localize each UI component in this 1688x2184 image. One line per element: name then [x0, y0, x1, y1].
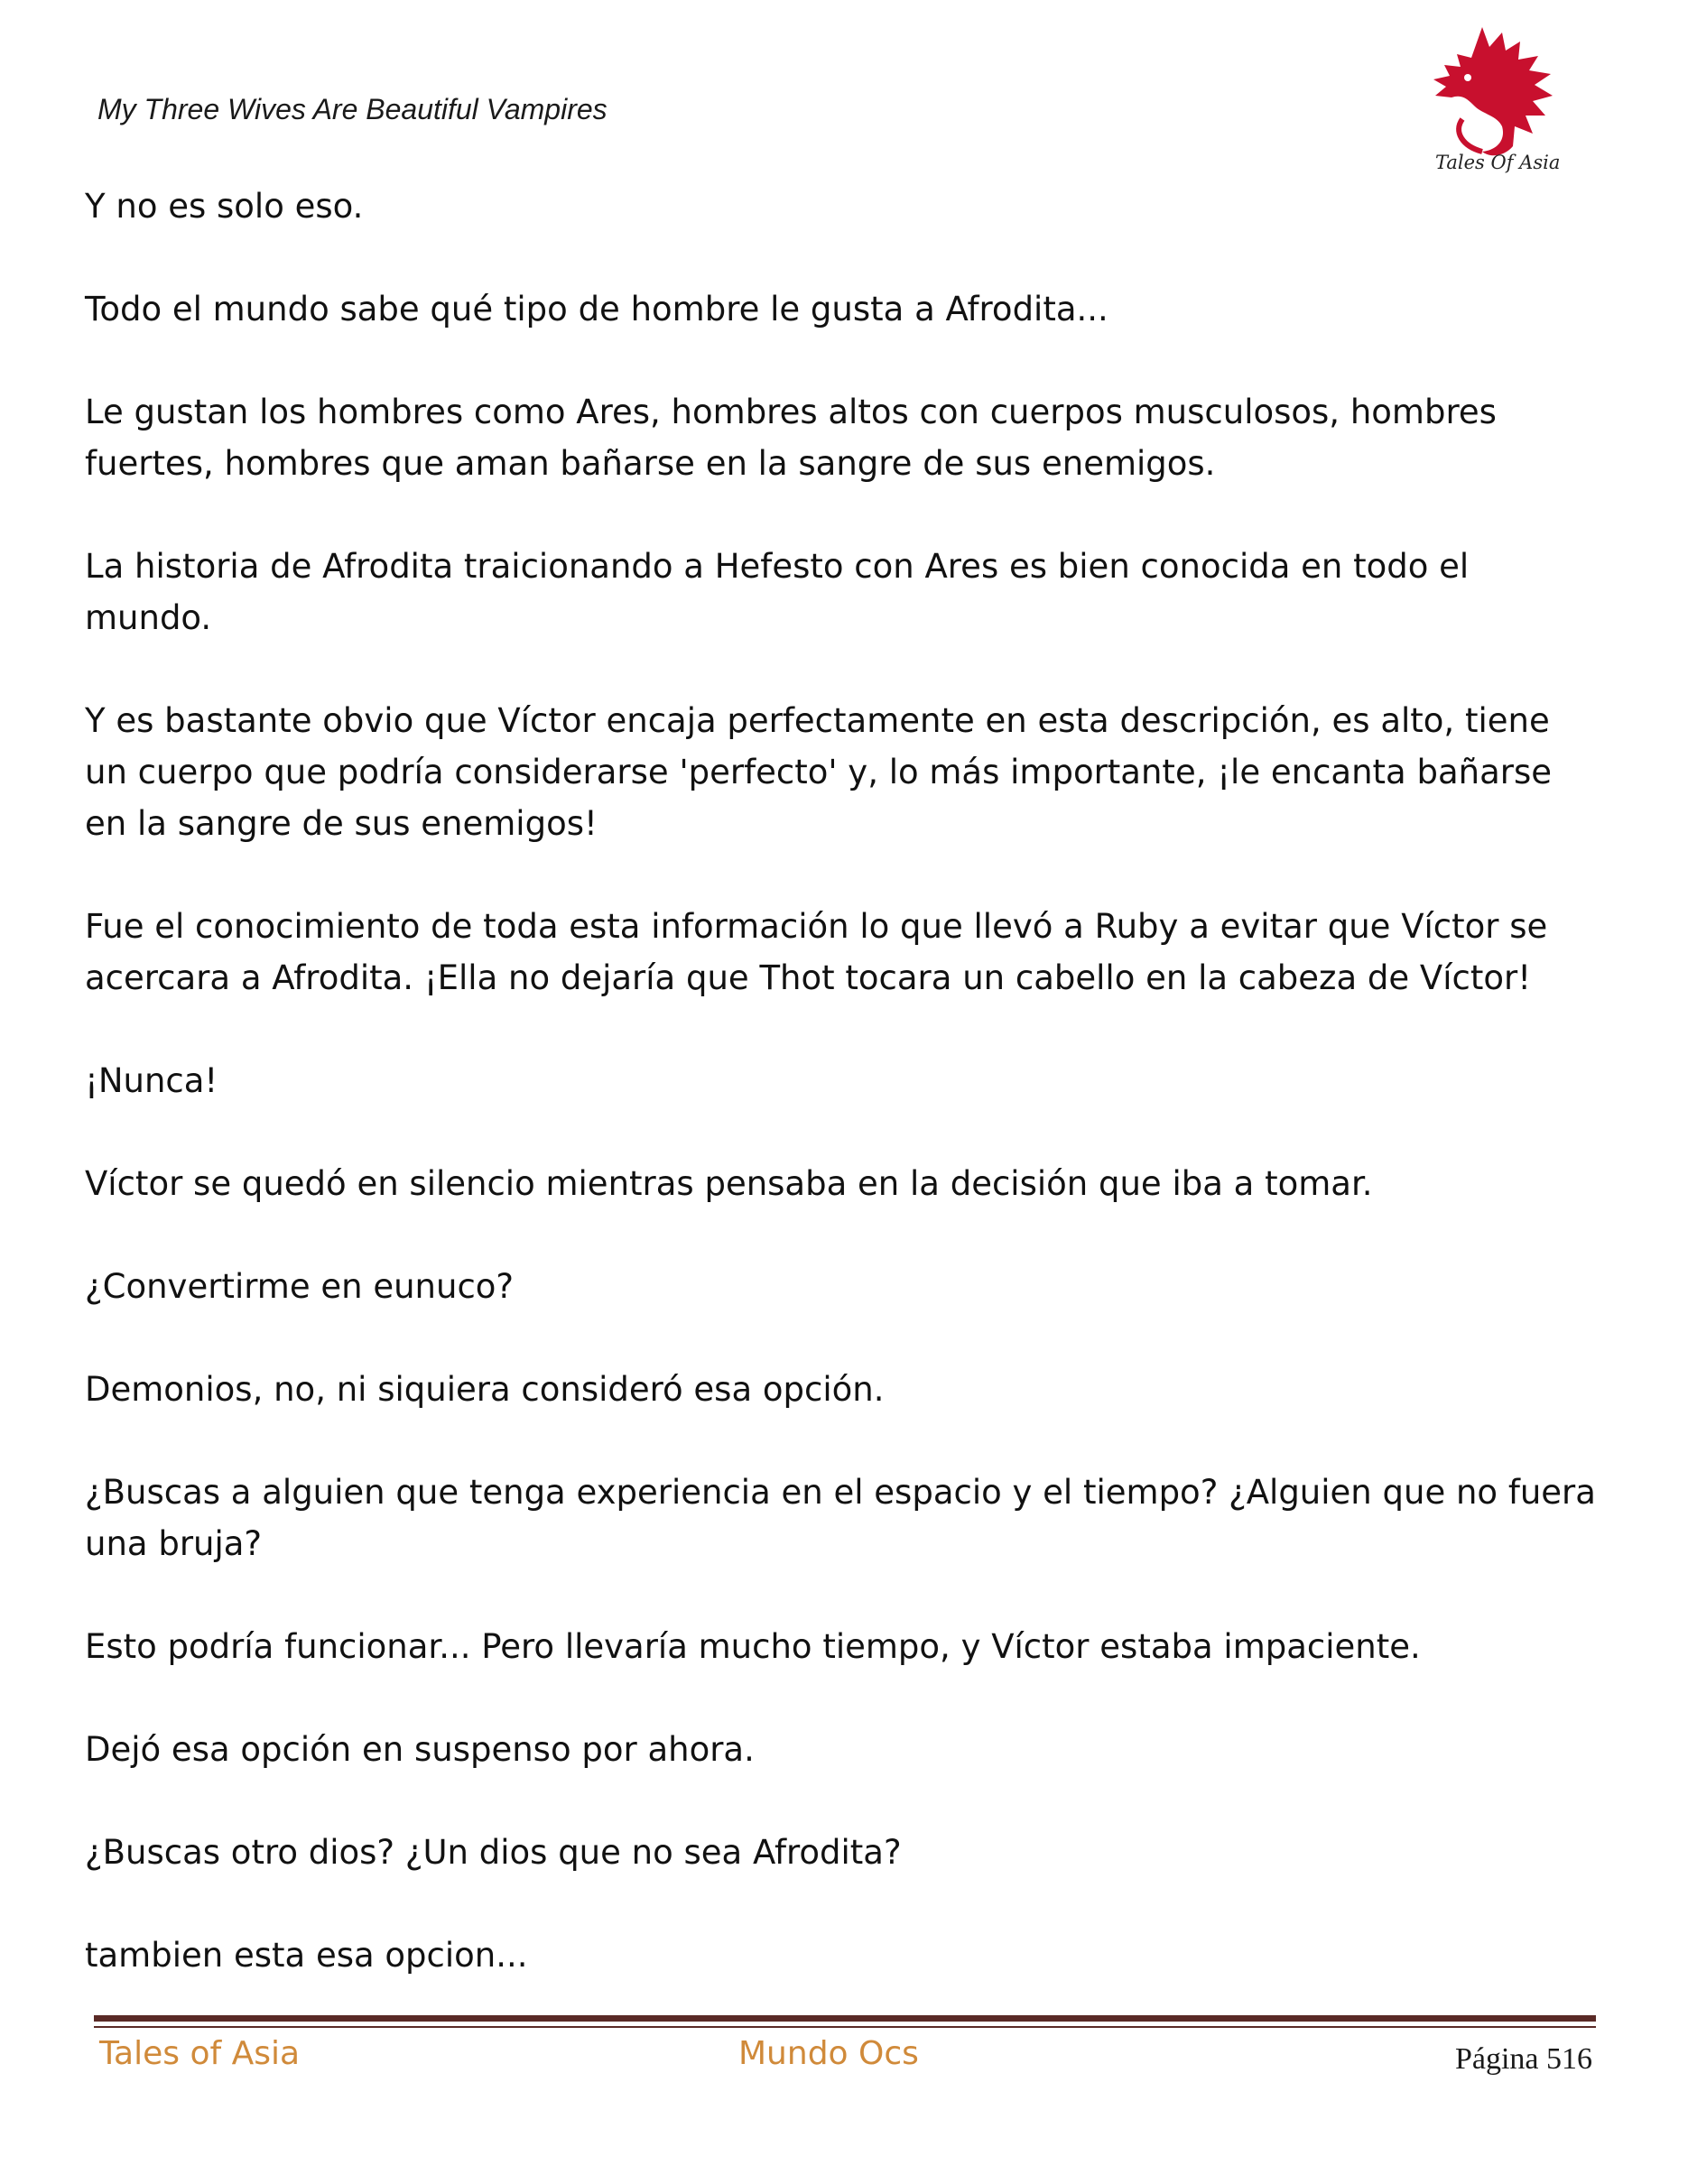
paragraph: Demonios, no, ni siquiera consideró esa opción. — [85, 1370, 885, 1409]
footer-rule-thin — [94, 2026, 1596, 2028]
paragraph: Y no es solo eso. — [85, 187, 364, 226]
paragraph: Le gustan los hombres como Ares, hombres altos con cuerpos musculosos, hombres fuertes, hombres que aman bañarse en la sangre de sus enemigos. — [85, 393, 1497, 483]
paragraph: tambien esta esa opcion... — [85, 1936, 528, 1975]
dragon-tail-shape — [1459, 119, 1482, 152]
paragraph: ¿Buscas a alguien que tenga experiencia en el espacio y el tiempo? ¿Alguien que no fuera una bruja? — [85, 1473, 1596, 1563]
paragraph: La historia de Afrodita traicionando a Hefesto con Ares es bien conocida en todo el mundo. — [85, 547, 1470, 637]
paragraph: Y es bastante obvio que Víctor encaja perfectamente en esta descripción, es alto, tiene un cuerpo que podría considerarse 'perfecto' y, lo más importante, ¡le encanta bañarse en la sangre de sus enemigos! — [85, 701, 1553, 843]
footer-site-name: Tales of Asia — [99, 2035, 301, 2072]
logo-text: Tales Of Asia — [1435, 152, 1561, 173]
paragraph: Todo el mundo sabe qué tipo de hombre le gusta a Afrodita... — [85, 290, 1108, 329]
paragraph: Fue el conocimiento de toda esta información lo que llevó a Ruby a evitar que Víctor se acercara a Afrodita. ¡Ella no dejaría que Thot tocara un cabello en la cabeza de Víctor! — [85, 907, 1548, 997]
paragraph: ¡Nunca! — [85, 1061, 218, 1100]
paragraph: Esto podría funcionar... Pero llevaría mucho tiempo, y Víctor estaba impaciente. — [85, 1627, 1421, 1666]
paragraph: ¿Convertirme en eunuco? — [85, 1267, 515, 1306]
paragraph: Víctor se quedó en silencio mientras pensaba en la decisión que iba a tomar. — [85, 1164, 1373, 1203]
paragraph: Dejó esa opción en suspenso por ahora. — [85, 1730, 755, 1769]
dragon-eye-shape — [1464, 74, 1471, 81]
footer-rule-thick — [94, 2015, 1596, 2022]
dragon-body-shape — [1433, 27, 1553, 155]
running-header-title: My Three Wives Are Beautiful Vampires — [97, 93, 607, 125]
body-text — [85, 180, 1601, 2032]
paragraph: ¿Buscas otro dios? ¿Un dios que no sea Afrodita? — [85, 1833, 902, 1872]
footer-section-name: Mundo Ocs — [738, 2035, 919, 2072]
page-number: Página 516 — [1454, 2042, 1592, 2076]
